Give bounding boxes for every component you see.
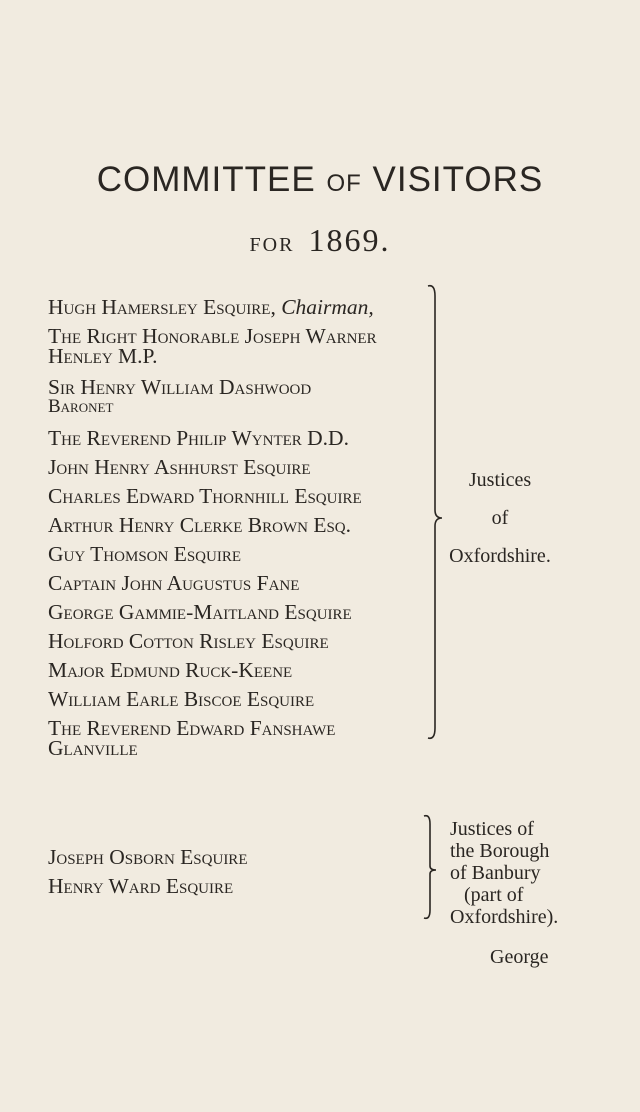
name-line: Arthur Henry Clerke Brown Esq.	[48, 513, 352, 537]
name-line: William Earle Biscoe Esquire	[48, 687, 315, 711]
name-line: John Henry Ashhurst Esquire	[48, 455, 311, 479]
title-word-of: OF	[326, 170, 362, 197]
catchword: George	[490, 946, 549, 968]
title-word-visitors: VISITORS	[372, 160, 544, 199]
name-line: Joseph Osborn Esquire	[48, 845, 248, 869]
name-line: George Gammie-Maitland Esquire	[48, 600, 352, 624]
subtitle-year: 1869.	[308, 222, 391, 258]
name-line: Holford Cotton Risley Esquire	[48, 629, 329, 653]
chairman-label: Chairman,	[281, 295, 374, 319]
borough-justices-label: Justices of the Borough of Banbury (part of Oxfordshire).	[450, 818, 559, 928]
name-line: Sir Henry William Dashwood	[48, 375, 312, 399]
name-line: Henley M.P.	[48, 344, 158, 368]
name-line: Baronet	[48, 396, 114, 417]
name-line: Captain John Augustus Fane	[48, 571, 300, 595]
name-line: Major Edmund Ruck-Keene	[48, 658, 293, 682]
name-line: Henry Ward Esquire	[48, 874, 234, 898]
name-line: Charles Edward Thornhill Esquire	[48, 484, 362, 508]
title-word-committee: COMMITTEE	[96, 160, 316, 199]
page-title	[0, 160, 640, 200]
page-subtitle	[0, 222, 640, 259]
county-justices-list	[48, 293, 428, 759]
name-line: Guy Thomson Esquire	[48, 542, 241, 566]
borough-justices-list	[48, 843, 247, 901]
name-line: Glanville	[48, 736, 138, 760]
borough-brace	[418, 812, 442, 924]
county-justices-label: Justices of Oxfordshire.	[449, 469, 551, 567]
name-line: The Reverend Edward Fanshawe	[48, 716, 336, 740]
name-line: Hugh Hamersley Esquire, Chairman,	[48, 295, 374, 319]
name-line: The Reverend Philip Wynter D.D.	[48, 426, 349, 450]
name-line: The Right Honorable Joseph Warner	[48, 324, 377, 348]
subtitle-prefix: FOR	[249, 234, 295, 256]
